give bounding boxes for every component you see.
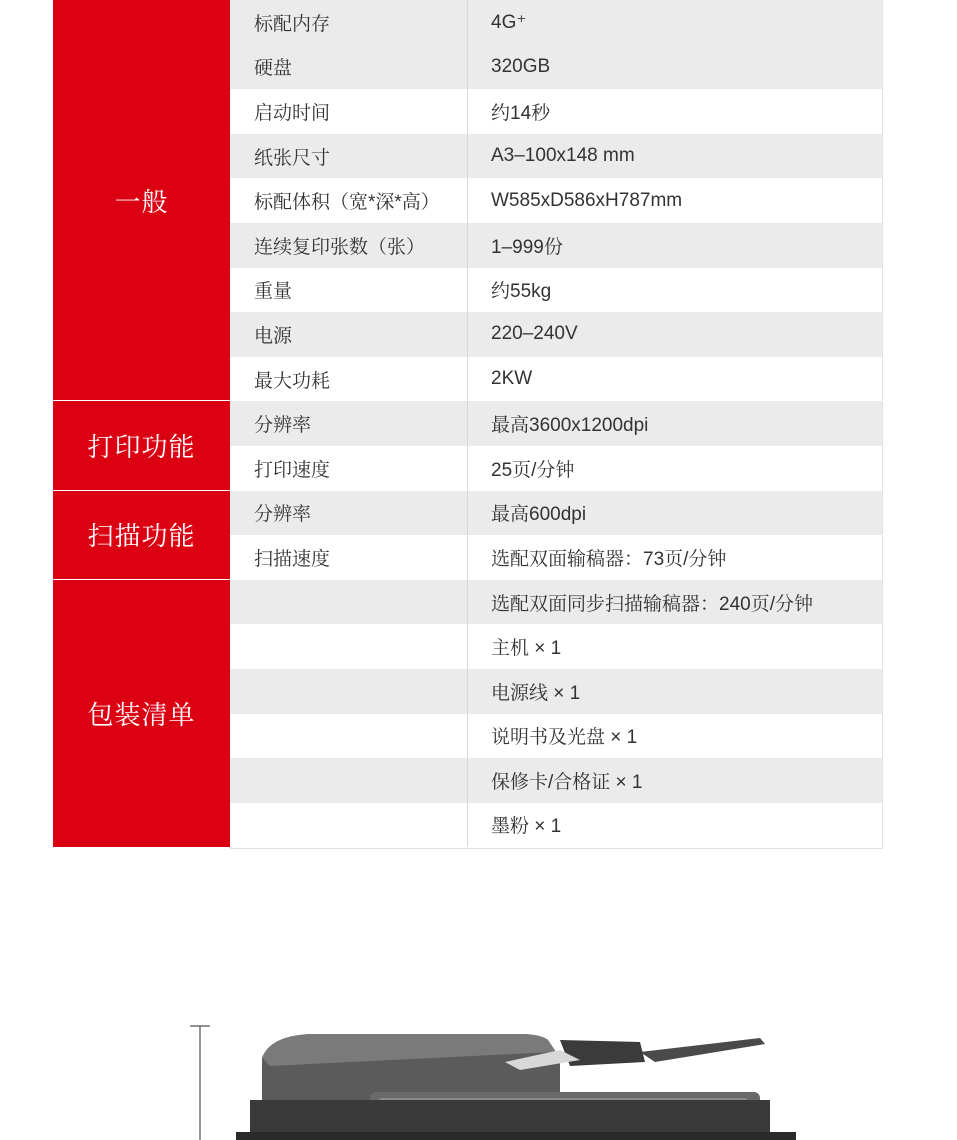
spec-name: 打印速度	[230, 446, 468, 491]
spec-name	[230, 714, 468, 759]
spec-name: 标配内存	[230, 0, 468, 45]
spec-value: 选配双面同步扫描输稿器：240页/分钟	[468, 580, 883, 625]
spec-value: 1–999份	[468, 223, 883, 268]
table-row	[230, 178, 883, 223]
spec-value: 选配双面输稿器：73页/分钟	[468, 535, 883, 580]
table-row	[230, 624, 883, 669]
spec-value: 2KW	[468, 357, 883, 402]
section-package	[53, 580, 883, 848]
table-bottom-border	[230, 848, 883, 849]
table-row	[230, 268, 883, 313]
table-row	[230, 803, 883, 848]
table-row	[230, 45, 883, 90]
section-general	[53, 0, 883, 401]
spec-value: 最高3600x1200dpi	[468, 401, 883, 446]
section-label: 扫描功能	[53, 491, 230, 580]
spec-name: 启动时间	[230, 89, 468, 134]
spec-value: 保修卡/合格证 × 1	[468, 758, 883, 803]
spec-name	[230, 803, 468, 848]
spec-name: 重量	[230, 268, 468, 313]
spec-value: W585xD586xH787mm	[468, 178, 883, 223]
spec-name	[230, 580, 468, 625]
spec-name	[230, 624, 468, 669]
spec-name: 最大功耗	[230, 357, 468, 402]
spec-name: 硬盘	[230, 45, 468, 90]
table-row	[230, 491, 883, 536]
spec-value: 主机 × 1	[468, 624, 883, 669]
section-label: 打印功能	[53, 401, 230, 490]
table-row	[230, 223, 883, 268]
spec-table	[53, 0, 883, 847]
spec-value: 4G⁺	[468, 0, 883, 45]
spec-name: 连续复印张数（张）	[230, 223, 468, 268]
table-row	[230, 669, 883, 714]
table-row	[230, 714, 883, 759]
table-row	[230, 758, 883, 803]
table-row	[230, 401, 883, 446]
table-row	[230, 134, 883, 179]
section-scan	[53, 491, 883, 580]
spec-value: 约55kg	[468, 268, 883, 313]
table-row	[230, 89, 883, 134]
spec-value: 说明书及光盘 × 1	[468, 714, 883, 759]
spec-name: 电源	[230, 312, 468, 357]
spec-name: 分辨率	[230, 491, 468, 536]
spec-value: 220–240V	[468, 312, 883, 357]
section-print	[53, 401, 883, 490]
printer-icon	[0, 1000, 957, 1140]
spec-name: 标配体积（宽*深*高）	[230, 178, 468, 223]
section-label: 包装清单	[53, 580, 230, 848]
table-row	[230, 580, 883, 625]
table-row	[230, 312, 883, 357]
spec-value: 墨粉 × 1	[468, 803, 883, 848]
spec-name: 扫描速度	[230, 535, 468, 580]
spec-name	[230, 669, 468, 714]
spec-value: A3–100x148 mm	[468, 134, 883, 179]
spec-value: 最高600dpi	[468, 491, 883, 536]
spec-value: 25页/分钟	[468, 446, 883, 491]
table-row	[230, 357, 883, 402]
spec-value: 约14秒	[468, 89, 883, 134]
spec-name: 分辨率	[230, 401, 468, 446]
table-row	[230, 446, 883, 491]
spec-name	[230, 758, 468, 803]
spec-name: 纸张尺寸	[230, 134, 468, 179]
spec-value: 320GB	[468, 45, 883, 90]
spec-value: 电源线 × 1	[468, 669, 883, 714]
table-row	[230, 535, 883, 580]
section-label: 一般	[53, 0, 230, 401]
table-row	[230, 0, 883, 45]
